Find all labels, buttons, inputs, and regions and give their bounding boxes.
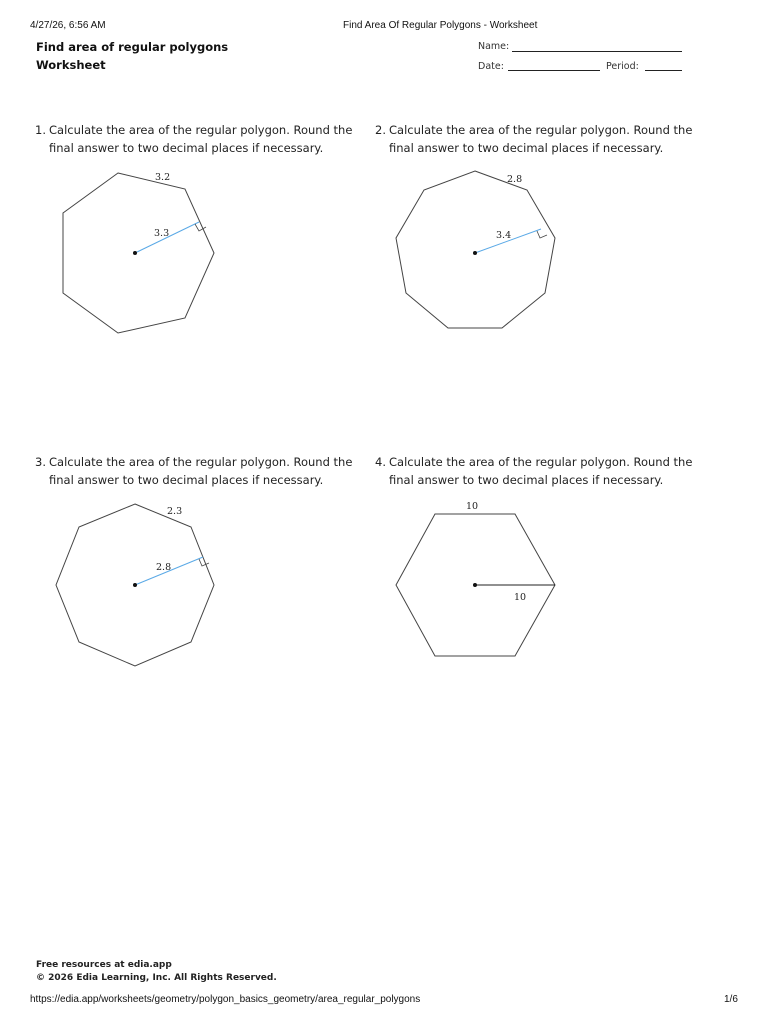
name-label: Name: bbox=[478, 41, 510, 52]
footer-copyright: © 2026 Edia Learning, Inc. All Rights Reserved. bbox=[36, 973, 277, 983]
polygon-outline bbox=[63, 173, 214, 333]
question-text-line2: final answer to two decimal places if necessary. bbox=[389, 140, 664, 155]
side-length-label: 2.8 bbox=[507, 174, 523, 185]
apothem-label: 3.3 bbox=[154, 228, 170, 239]
right-angle-marker bbox=[537, 231, 547, 238]
question-text-line2: final answer to two decimal places if necessary. bbox=[49, 140, 324, 155]
question-number: 1. bbox=[35, 123, 46, 137]
right-angle-marker bbox=[195, 224, 206, 231]
worksheet-title-line1: Find area of regular polygons bbox=[36, 40, 229, 54]
figure-1-heptagon bbox=[63, 172, 214, 333]
question-number: 3. bbox=[35, 455, 46, 469]
date-label: Date: bbox=[478, 61, 504, 72]
worksheet-title-line2: Worksheet bbox=[36, 58, 106, 72]
question-number: 4. bbox=[375, 455, 386, 469]
print-url: https://edia.app/worksheets/geometry/polygon_basics_geometry/area_regular_polygons bbox=[30, 994, 421, 1005]
center-point bbox=[133, 583, 137, 587]
radius-label: 10 bbox=[514, 592, 527, 603]
side-length-label: 2.3 bbox=[167, 506, 183, 517]
figure-3-octagon bbox=[56, 504, 214, 666]
question-text-line2: final answer to two decimal places if necessary. bbox=[389, 472, 664, 487]
side-length-label: 10 bbox=[466, 501, 479, 512]
center-point bbox=[473, 583, 477, 587]
polygon-outline bbox=[396, 171, 555, 328]
question-text-line1: Calculate the area of the regular polygon. Round the bbox=[49, 455, 353, 469]
center-point bbox=[133, 251, 137, 255]
period-label: Period: bbox=[606, 61, 639, 72]
print-datetime: 4/27/26, 6:56 AM bbox=[30, 20, 106, 31]
figure-4-hexagon bbox=[396, 501, 555, 656]
question-text-line2: final answer to two decimal places if necessary. bbox=[49, 472, 324, 487]
figure-2-nonagon bbox=[396, 171, 555, 328]
question-text-line1: Calculate the area of the regular polygon. Round the bbox=[389, 123, 693, 137]
apothem-label: 3.4 bbox=[496, 230, 512, 241]
question-text-line1: Calculate the area of the regular polygon. Round the bbox=[49, 123, 353, 137]
print-page-title: Find Area Of Regular Polygons - Worksheet bbox=[343, 20, 538, 31]
footer-resources: Free resources at edia.app bbox=[36, 960, 172, 970]
question-number: 2. bbox=[375, 123, 386, 137]
center-point bbox=[473, 251, 477, 255]
print-page-number: 1/6 bbox=[724, 994, 738, 1005]
question-text-line1: Calculate the area of the regular polygon. Round the bbox=[389, 455, 693, 469]
side-length-label: 3.2 bbox=[155, 172, 171, 183]
apothem-label: 2.8 bbox=[156, 562, 172, 573]
